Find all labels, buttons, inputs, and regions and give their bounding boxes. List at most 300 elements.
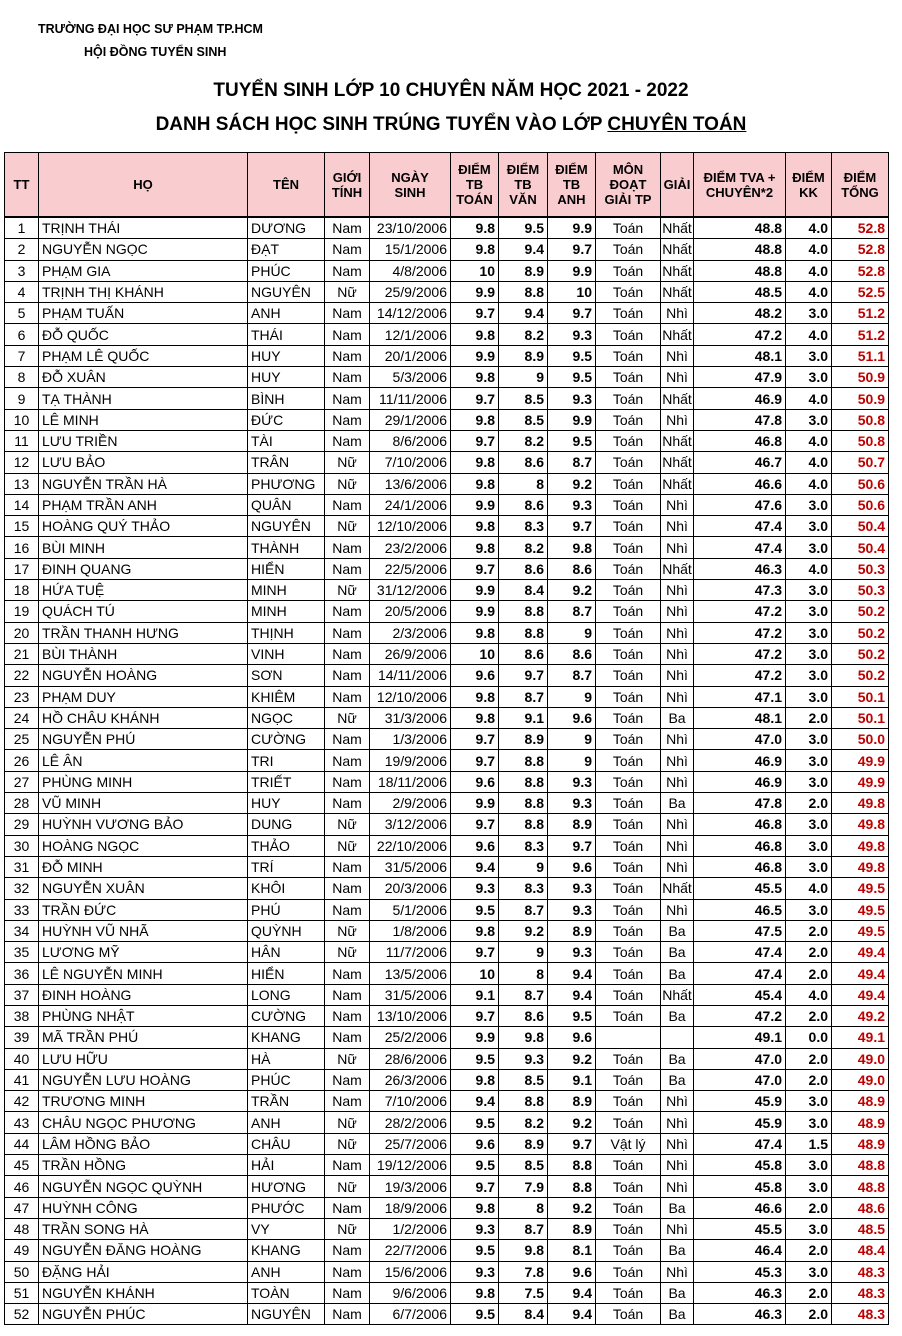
cell-tva: 46.7 xyxy=(694,452,786,473)
cell-ho: TRỊNH THỊ KHÁNH xyxy=(39,281,248,302)
cell-ten: HÂN xyxy=(248,942,325,963)
cell-diem-van: 9.7 xyxy=(499,665,548,686)
cell-ten: CƯỜNG xyxy=(248,1005,325,1026)
cell-ten: NGUYÊN xyxy=(248,281,325,302)
cell-diem-toan: 10 xyxy=(451,260,499,281)
cell-kk: 3.0 xyxy=(786,303,832,324)
cell-tong: 49.4 xyxy=(832,942,889,963)
cell-tt: 51 xyxy=(5,1282,39,1303)
cell-diem-van: 8.3 xyxy=(499,835,548,856)
cell-giai: Nhất xyxy=(661,430,694,451)
cell-diem-anh: 9.9 xyxy=(548,260,596,281)
cell-gioi-tinh: Nam xyxy=(325,601,370,622)
cell-ho: LÊ ÂN xyxy=(39,750,248,771)
cell-ho: ĐẶNG HẢI xyxy=(39,1261,248,1282)
cell-diem-anh: 9 xyxy=(548,622,596,643)
cell-mon: Toán xyxy=(596,601,661,622)
cell-ten: VINH xyxy=(248,643,325,664)
cell-tong: 50.2 xyxy=(832,601,889,622)
cell-ten: KHANG xyxy=(248,1027,325,1048)
cell-diem-anh: 9.5 xyxy=(548,345,596,366)
cell-gioi-tinh: Nữ xyxy=(325,942,370,963)
cell-tt: 28 xyxy=(5,793,39,814)
cell-diem-toan: 9.8 xyxy=(451,239,499,260)
cell-kk: 2.0 xyxy=(786,920,832,941)
cell-tong: 51.1 xyxy=(832,345,889,366)
cell-tt: 44 xyxy=(5,1133,39,1154)
col-ten: TÊN xyxy=(248,153,325,218)
table-row xyxy=(5,1282,889,1303)
cell-diem-toan: 9.7 xyxy=(451,388,499,409)
cell-tong: 50.1 xyxy=(832,707,889,728)
col-ho: HỌ xyxy=(39,153,248,218)
cell-tva: 47.5 xyxy=(694,920,786,941)
col-ngay-sinh: NGÀY SINH xyxy=(370,153,451,218)
cell-diem-toan: 9.5 xyxy=(451,1112,499,1133)
cell-kk: 3.0 xyxy=(786,537,832,558)
cell-diem-anh: 9.7 xyxy=(548,303,596,324)
cell-ho: HUỲNH CÔNG xyxy=(39,1197,248,1218)
cell-tva: 46.9 xyxy=(694,771,786,792)
cell-tt: 3 xyxy=(5,260,39,281)
table-row xyxy=(5,1155,889,1176)
cell-diem-van: 9.8 xyxy=(499,1027,548,1048)
cell-ho: ĐỖ MINH xyxy=(39,856,248,877)
cell-ngay-sinh: 19/3/2006 xyxy=(370,1176,451,1197)
cell-ngay-sinh: 22/7/2006 xyxy=(370,1240,451,1261)
cell-gioi-tinh: Nam xyxy=(325,1282,370,1303)
cell-giai: Nhì xyxy=(661,899,694,920)
cell-diem-toan: 9.8 xyxy=(451,1069,499,1090)
cell-gioi-tinh: Nam xyxy=(325,239,370,260)
cell-tt: 5 xyxy=(5,303,39,324)
cell-giai: Nhì xyxy=(661,367,694,388)
cell-ho: HOÀNG NGỌC xyxy=(39,835,248,856)
cell-diem-anh: 8.1 xyxy=(548,1240,596,1261)
cell-diem-toan: 9.5 xyxy=(451,1240,499,1261)
cell-kk: 2.0 xyxy=(786,963,832,984)
cell-tong: 49.8 xyxy=(832,814,889,835)
cell-ho: MÃ TRẦN PHÚ xyxy=(39,1027,248,1048)
cell-tva: 48.8 xyxy=(694,217,786,239)
cell-ten: HIỂN xyxy=(248,963,325,984)
cell-ngay-sinh: 25/7/2006 xyxy=(370,1133,451,1154)
cell-tva: 47.2 xyxy=(694,622,786,643)
cell-gioi-tinh: Nữ xyxy=(325,920,370,941)
cell-gioi-tinh: Nữ xyxy=(325,814,370,835)
table-row xyxy=(5,1197,889,1218)
cell-gioi-tinh: Nữ xyxy=(325,707,370,728)
cell-diem-van: 9.8 xyxy=(499,1240,548,1261)
cell-tt: 15 xyxy=(5,516,39,537)
cell-mon: Toán xyxy=(596,1005,661,1026)
cell-diem-van: 7.5 xyxy=(499,1282,548,1303)
cell-tt: 45 xyxy=(5,1155,39,1176)
cell-ten: TRI xyxy=(248,750,325,771)
cell-ho: LƯU HỮU xyxy=(39,1048,248,1069)
cell-diem-toan: 9.7 xyxy=(451,814,499,835)
cell-tt: 43 xyxy=(5,1112,39,1133)
cell-ten: HẢI xyxy=(248,1155,325,1176)
cell-mon xyxy=(596,1027,661,1048)
cell-diem-van: 8.9 xyxy=(499,729,548,750)
cell-tva: 48.2 xyxy=(694,303,786,324)
cell-ho: PHÙNG MINH xyxy=(39,771,248,792)
cell-tt: 50 xyxy=(5,1261,39,1282)
cell-kk: 2.0 xyxy=(786,1304,832,1325)
cell-giai: Nhì xyxy=(661,856,694,877)
cell-ten: TOÀN xyxy=(248,1282,325,1303)
cell-gioi-tinh: Nam xyxy=(325,856,370,877)
cell-diem-van: 8.8 xyxy=(499,814,548,835)
cell-ho: LƯU TRIỀN xyxy=(39,430,248,451)
cell-giai: Nhì xyxy=(661,537,694,558)
cell-tt: 6 xyxy=(5,324,39,345)
cell-mon: Toán xyxy=(596,750,661,771)
cell-diem-van: 8.8 xyxy=(499,1091,548,1112)
cell-gioi-tinh: Nữ xyxy=(325,1176,370,1197)
cell-diem-toan: 9.7 xyxy=(451,558,499,579)
table-row xyxy=(5,580,889,601)
cell-ngay-sinh: 25/9/2006 xyxy=(370,281,451,302)
cell-gioi-tinh: Nam xyxy=(325,367,370,388)
cell-gioi-tinh: Nam xyxy=(325,1069,370,1090)
cell-ngay-sinh: 11/7/2006 xyxy=(370,942,451,963)
col-mon: MÔN ĐOẠT GIẢI TP xyxy=(596,153,661,218)
cell-ho: BÙI MINH xyxy=(39,537,248,558)
cell-tong: 50.4 xyxy=(832,537,889,558)
cell-ngay-sinh: 23/10/2006 xyxy=(370,217,451,239)
cell-diem-anh: 9.7 xyxy=(548,1133,596,1154)
cell-diem-toan: 9.5 xyxy=(451,899,499,920)
cell-kk: 2.0 xyxy=(786,942,832,963)
cell-tva: 46.3 xyxy=(694,558,786,579)
cell-tong: 52.5 xyxy=(832,281,889,302)
cell-ten: CƯỜNG xyxy=(248,729,325,750)
table-row xyxy=(5,473,889,494)
cell-ten: HIỂN xyxy=(248,558,325,579)
cell-mon: Toán xyxy=(596,1069,661,1090)
cell-ten: KHIÊM xyxy=(248,686,325,707)
cell-ngay-sinh: 2/9/2006 xyxy=(370,793,451,814)
cell-gioi-tinh: Nam xyxy=(325,686,370,707)
cell-kk: 3.0 xyxy=(786,345,832,366)
cell-diem-toan: 9.7 xyxy=(451,729,499,750)
table-row xyxy=(5,345,889,366)
cell-ho: NGUYỄN PHÚ xyxy=(39,729,248,750)
cell-ten: TRÂN xyxy=(248,452,325,473)
cell-diem-toan: 9.8 xyxy=(451,516,499,537)
cell-diem-van: 8.7 xyxy=(499,899,548,920)
cell-ngay-sinh: 7/10/2006 xyxy=(370,1091,451,1112)
cell-ho: TRẦN HỒNG xyxy=(39,1155,248,1176)
cell-mon: Toán xyxy=(596,580,661,601)
cell-giai: Nhất xyxy=(661,452,694,473)
cell-tong: 52.8 xyxy=(832,239,889,260)
cell-diem-anh: 8.9 xyxy=(548,814,596,835)
cell-ho: HUỲNH VƯƠNG BẢO xyxy=(39,814,248,835)
cell-gioi-tinh: Nam xyxy=(325,388,370,409)
cell-kk: 1.5 xyxy=(786,1133,832,1154)
cell-ngay-sinh: 1/2/2006 xyxy=(370,1218,451,1239)
cell-diem-anh: 9 xyxy=(548,686,596,707)
cell-gioi-tinh: Nam xyxy=(325,409,370,430)
cell-tong: 49.2 xyxy=(832,1005,889,1026)
cell-ngay-sinh: 13/5/2006 xyxy=(370,963,451,984)
cell-kk: 3.0 xyxy=(786,622,832,643)
cell-giai xyxy=(661,1027,694,1048)
cell-mon: Toán xyxy=(596,303,661,324)
cell-kk: 4.0 xyxy=(786,281,832,302)
cell-diem-toan: 9.6 xyxy=(451,835,499,856)
cell-ngay-sinh: 22/10/2006 xyxy=(370,835,451,856)
cell-mon: Toán xyxy=(596,1048,661,1069)
cell-gioi-tinh: Nam xyxy=(325,1197,370,1218)
cell-ten: PHÚC xyxy=(248,260,325,281)
cell-gioi-tinh: Nam xyxy=(325,878,370,899)
cell-ten: HÀ xyxy=(248,1048,325,1069)
cell-tva: 46.9 xyxy=(694,388,786,409)
cell-mon: Toán xyxy=(596,1091,661,1112)
cell-ho: NGUYỄN PHÚC xyxy=(39,1304,248,1325)
cell-ngay-sinh: 26/3/2006 xyxy=(370,1069,451,1090)
cell-giai: Nhất xyxy=(661,217,694,239)
table-row xyxy=(5,856,889,877)
cell-ngay-sinh: 12/10/2006 xyxy=(370,516,451,537)
cell-mon: Toán xyxy=(596,516,661,537)
table-row xyxy=(5,686,889,707)
cell-giai: Ba xyxy=(661,1005,694,1026)
cell-ho: HỨA TUỆ xyxy=(39,580,248,601)
cell-ho: HUỲNH VŨ NHÃ xyxy=(39,920,248,941)
cell-tong: 50.1 xyxy=(832,686,889,707)
cell-mon: Toán xyxy=(596,260,661,281)
cell-giai: Nhì xyxy=(661,1261,694,1282)
cell-ho: PHẠM TUẤN xyxy=(39,303,248,324)
cell-diem-toan: 9.6 xyxy=(451,1133,499,1154)
cell-tva: 47.0 xyxy=(694,729,786,750)
cell-ten: MINH xyxy=(248,580,325,601)
admission-table xyxy=(4,152,889,1325)
table-row xyxy=(5,771,889,792)
cell-diem-anh: 8.6 xyxy=(548,643,596,664)
cell-diem-toan: 9.3 xyxy=(451,1261,499,1282)
cell-giai: Nhì xyxy=(661,814,694,835)
cell-gioi-tinh: Nam xyxy=(325,771,370,792)
table-body xyxy=(5,217,889,1325)
cell-diem-anh: 9.3 xyxy=(548,494,596,515)
cell-diem-van: 8 xyxy=(499,473,548,494)
cell-diem-anh: 8.6 xyxy=(548,558,596,579)
cell-ngay-sinh: 2/3/2006 xyxy=(370,622,451,643)
cell-ho: NGUYỄN NGỌC QUỲNH xyxy=(39,1176,248,1197)
cell-diem-van: 8.9 xyxy=(499,1133,548,1154)
cell-tt: 25 xyxy=(5,729,39,750)
cell-ngay-sinh: 1/3/2006 xyxy=(370,729,451,750)
cell-kk: 3.0 xyxy=(786,899,832,920)
cell-diem-van: 8.3 xyxy=(499,516,548,537)
cell-diem-toan: 9.8 xyxy=(451,686,499,707)
cell-mon: Toán xyxy=(596,942,661,963)
cell-tva: 45.9 xyxy=(694,1112,786,1133)
table-row xyxy=(5,920,889,941)
cell-tva: 46.4 xyxy=(694,1240,786,1261)
cell-diem-anh: 9.4 xyxy=(548,1282,596,1303)
cell-tong: 48.9 xyxy=(832,1091,889,1112)
cell-diem-toan: 9.8 xyxy=(451,537,499,558)
cell-mon: Toán xyxy=(596,814,661,835)
cell-tong: 49.9 xyxy=(832,771,889,792)
cell-ngay-sinh: 24/1/2006 xyxy=(370,494,451,515)
cell-diem-van: 8.2 xyxy=(499,324,548,345)
table-row xyxy=(5,984,889,1005)
cell-tt: 8 xyxy=(5,367,39,388)
cell-tong: 50.7 xyxy=(832,452,889,473)
cell-ngay-sinh: 12/10/2006 xyxy=(370,686,451,707)
cell-tong: 50.3 xyxy=(832,580,889,601)
cell-giai: Nhì xyxy=(661,750,694,771)
cell-mon: Toán xyxy=(596,899,661,920)
cell-tt: 41 xyxy=(5,1069,39,1090)
cell-ngay-sinh: 18/11/2006 xyxy=(370,771,451,792)
cell-mon: Toán xyxy=(596,452,661,473)
cell-giai: Ba xyxy=(661,1048,694,1069)
cell-gioi-tinh: Nam xyxy=(325,260,370,281)
cell-mon: Toán xyxy=(596,963,661,984)
cell-ngay-sinh: 19/12/2006 xyxy=(370,1155,451,1176)
cell-diem-anh: 9.7 xyxy=(548,516,596,537)
cell-mon: Toán xyxy=(596,707,661,728)
cell-diem-van: 8.7 xyxy=(499,686,548,707)
cell-diem-anh: 9.5 xyxy=(548,1005,596,1026)
cell-tva: 46.6 xyxy=(694,1197,786,1218)
cell-kk: 2.0 xyxy=(786,1197,832,1218)
cell-gioi-tinh: Nam xyxy=(325,729,370,750)
cell-ten: HUY xyxy=(248,367,325,388)
cell-tt: 20 xyxy=(5,622,39,643)
cell-kk: 2.0 xyxy=(786,707,832,728)
cell-mon: Toán xyxy=(596,793,661,814)
col-diem-anh: ĐIỂM TB ANH xyxy=(548,153,596,218)
cell-ho: CHÂU NGỌC PHƯƠNG xyxy=(39,1112,248,1133)
cell-mon: Toán xyxy=(596,473,661,494)
cell-tong: 50.2 xyxy=(832,665,889,686)
cell-ngay-sinh: 15/1/2006 xyxy=(370,239,451,260)
cell-diem-anh: 9.4 xyxy=(548,984,596,1005)
cell-tva: 47.4 xyxy=(694,942,786,963)
cell-diem-van: 8 xyxy=(499,963,548,984)
cell-tong: 48.6 xyxy=(832,1197,889,1218)
cell-ho: NGUYỄN KHÁNH xyxy=(39,1282,248,1303)
cell-tva: 46.3 xyxy=(694,1304,786,1325)
cell-ngay-sinh: 3/12/2006 xyxy=(370,814,451,835)
cell-mon: Toán xyxy=(596,878,661,899)
cell-tong: 51.2 xyxy=(832,303,889,324)
cell-giai: Nhất xyxy=(661,878,694,899)
cell-kk: 3.0 xyxy=(786,771,832,792)
cell-ngay-sinh: 20/1/2006 xyxy=(370,345,451,366)
cell-giai: Nhất xyxy=(661,388,694,409)
council-name: HỘI ĐỒNG TUYỂN SINH xyxy=(84,45,227,59)
cell-gioi-tinh: Nam xyxy=(325,1155,370,1176)
table-row xyxy=(5,1112,889,1133)
cell-gioi-tinh: Nam xyxy=(325,750,370,771)
cell-ten: VY xyxy=(248,1218,325,1239)
cell-ngay-sinh: 13/6/2006 xyxy=(370,473,451,494)
cell-gioi-tinh: Nam xyxy=(325,963,370,984)
cell-ngay-sinh: 31/5/2006 xyxy=(370,856,451,877)
cell-gioi-tinh: Nam xyxy=(325,1091,370,1112)
cell-diem-toan: 9.5 xyxy=(451,1048,499,1069)
cell-giai: Ba xyxy=(661,1240,694,1261)
cell-ten: HUY xyxy=(248,793,325,814)
cell-tva: 45.9 xyxy=(694,1091,786,1112)
cell-gioi-tinh: Nam xyxy=(325,1027,370,1048)
cell-ho: HỒ CHÂU KHÁNH xyxy=(39,707,248,728)
cell-ngay-sinh: 31/3/2006 xyxy=(370,707,451,728)
cell-diem-toan: 9.5 xyxy=(451,1155,499,1176)
cell-tva: 47.2 xyxy=(694,665,786,686)
cell-tong: 48.3 xyxy=(832,1304,889,1325)
table-row xyxy=(5,1048,889,1069)
cell-diem-van: 8.8 xyxy=(499,601,548,622)
cell-tt: 39 xyxy=(5,1027,39,1048)
cell-diem-toan: 9.9 xyxy=(451,494,499,515)
cell-ngay-sinh: 14/12/2006 xyxy=(370,303,451,324)
cell-tt: 27 xyxy=(5,771,39,792)
cell-ngay-sinh: 31/5/2006 xyxy=(370,984,451,1005)
cell-diem-toan: 9.7 xyxy=(451,303,499,324)
table-row xyxy=(5,707,889,728)
cell-tva: 47.2 xyxy=(694,324,786,345)
cell-ten: SƠN xyxy=(248,665,325,686)
cell-giai: Nhất xyxy=(661,239,694,260)
cell-tt: 1 xyxy=(5,217,39,239)
cell-tong: 48.3 xyxy=(832,1282,889,1303)
cell-tt: 10 xyxy=(5,409,39,430)
cell-diem-toan: 9.8 xyxy=(451,707,499,728)
cell-gioi-tinh: Nam xyxy=(325,984,370,1005)
cell-gioi-tinh: Nữ xyxy=(325,1048,370,1069)
cell-diem-van: 8.8 xyxy=(499,771,548,792)
cell-gioi-tinh: Nam xyxy=(325,622,370,643)
cell-diem-toan: 9.8 xyxy=(451,473,499,494)
cell-ten: CHÂU xyxy=(248,1133,325,1154)
cell-diem-van: 8.5 xyxy=(499,409,548,430)
cell-kk: 2.0 xyxy=(786,1069,832,1090)
cell-tong: 49.8 xyxy=(832,856,889,877)
cell-diem-van: 7.8 xyxy=(499,1261,548,1282)
table-row xyxy=(5,558,889,579)
cell-diem-van: 8.4 xyxy=(499,580,548,601)
cell-diem-anh: 9.6 xyxy=(548,1027,596,1048)
cell-diem-van: 8.3 xyxy=(499,878,548,899)
cell-tt: 31 xyxy=(5,856,39,877)
cell-tt: 16 xyxy=(5,537,39,558)
cell-tong: 50.8 xyxy=(832,409,889,430)
cell-diem-toan: 9.8 xyxy=(451,367,499,388)
cell-ho: PHẠM DUY xyxy=(39,686,248,707)
cell-giai: Nhì xyxy=(661,643,694,664)
cell-tt: 9 xyxy=(5,388,39,409)
cell-diem-toan: 9.9 xyxy=(451,601,499,622)
cell-mon: Toán xyxy=(596,217,661,239)
table-row xyxy=(5,303,889,324)
cell-gioi-tinh: Nam xyxy=(325,643,370,664)
cell-tva: 46.8 xyxy=(694,835,786,856)
cell-ten: NGUYÊN xyxy=(248,516,325,537)
cell-diem-anh: 9.2 xyxy=(548,580,596,601)
